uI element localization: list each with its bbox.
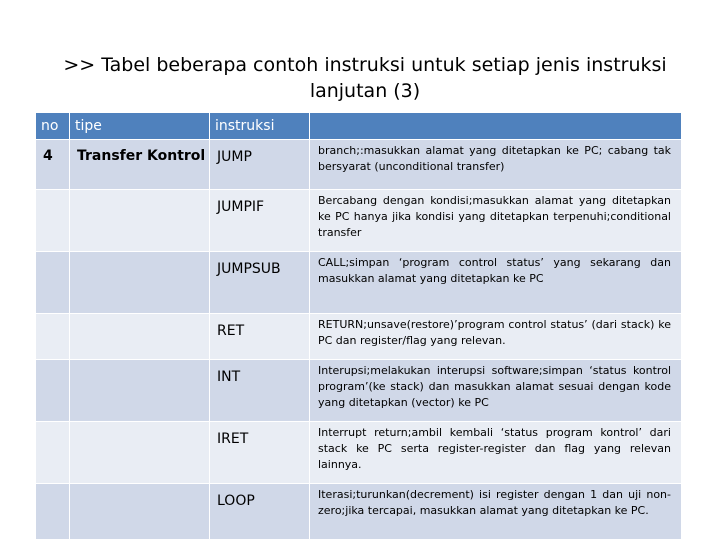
cell-no [36, 360, 70, 422]
cell-instruksi: LOOP [210, 484, 310, 540]
table-row [36, 484, 682, 540]
cell-no [36, 484, 70, 540]
cell-no [36, 314, 70, 360]
cell-tipe [70, 484, 210, 540]
cell-description: branch;:masukkan alamat yang ditetapkan ke PC; cabang tak bersyarat (unconditional transfer) [310, 140, 682, 190]
page-title: >> Tabel beberapa contoh instruksi untuk setiap jenis instruksi lanjutan (3) [63, 54, 667, 102]
cell-no: 4 [36, 140, 70, 190]
header-instruksi: instruksi [210, 113, 310, 140]
table-header-row [36, 113, 682, 140]
cell-instruksi: RET [210, 314, 310, 360]
table-row [36, 314, 682, 360]
cell-instruksi: JUMP [210, 140, 310, 190]
cell-tipe: Transfer Kontrol [70, 140, 210, 190]
table-row [36, 360, 682, 422]
cell-description: RETURN;unsave(restore)’program control status’ (dari stack) ke PC dan register/flag yang relevan. [310, 314, 682, 360]
header-no: no [36, 113, 70, 140]
table-row [36, 140, 682, 190]
table-row [36, 422, 682, 484]
cell-tipe [70, 360, 210, 422]
header-tipe: tipe [70, 113, 210, 140]
cell-no [36, 252, 70, 314]
table-row [36, 252, 682, 314]
table-row [36, 190, 682, 252]
cell-instruksi: JUMPIF [210, 190, 310, 252]
cell-description: Iterasi;turunkan(decrement) isi register dengan 1 dan uji non-zero;jika tercapai, masukkan alamat yang ditetapkan ke PC. [310, 484, 682, 540]
cell-tipe [70, 190, 210, 252]
cell-instruksi: JUMPSUB [210, 252, 310, 314]
instruction-table [35, 112, 682, 540]
cell-tipe [70, 422, 210, 484]
cell-description: Interrupt return;ambil kembali ‘status program kontrol’ dari stack ke PC serta register-register dan flag yang relevan lainnya. [310, 422, 682, 484]
cell-description: Bercabang dengan kondisi;masukkan alamat yang ditetapkan ke PC hanya jika kondisi yang ditetapkan terpenuhi;conditional transfer [310, 190, 682, 252]
cell-no [36, 190, 70, 252]
cell-no [36, 422, 70, 484]
cell-description: CALL;simpan ‘program control status’ yang sekarang dan masukkan alamat yang ditetapkan ke PC [310, 252, 682, 314]
cell-tipe [70, 314, 210, 360]
cell-instruksi: IRET [210, 422, 310, 484]
header-description [310, 113, 682, 140]
cell-description: Interupsi;melakukan interupsi software;simpan ‘status kontrol program’(ke stack) dan masukkan alamat sesuai dengan kode yang ditetapkan (vector) ke PC [310, 360, 682, 422]
cell-tipe [70, 252, 210, 314]
cell-instruksi: INT [210, 360, 310, 422]
